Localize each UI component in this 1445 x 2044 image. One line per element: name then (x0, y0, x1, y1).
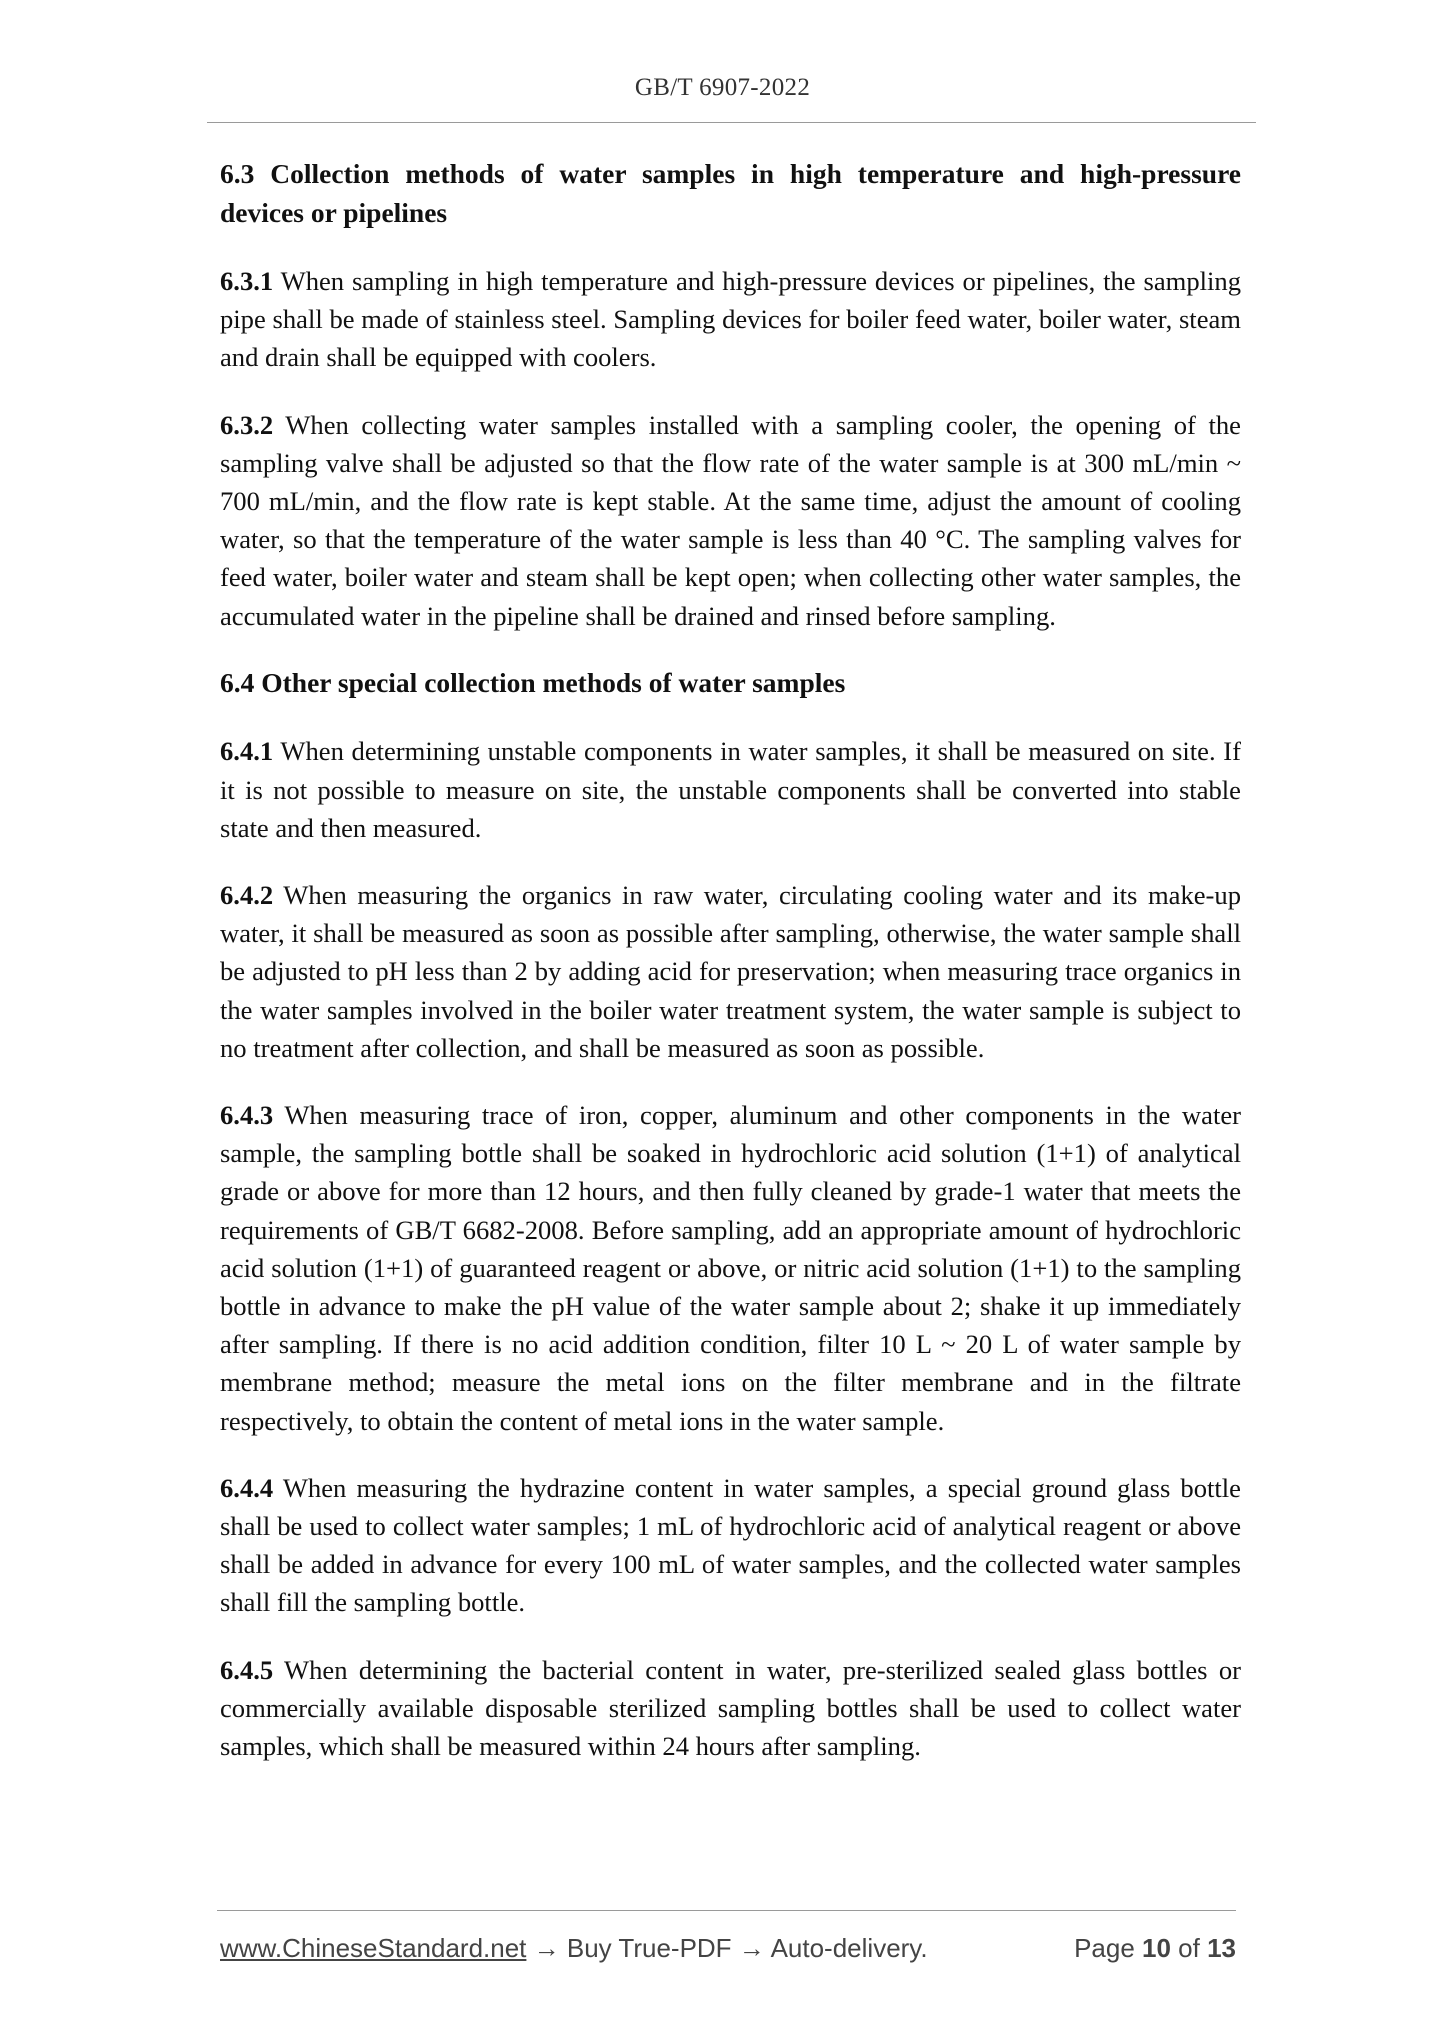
clause-text: When collecting water samples installed with a sampling cooler, the opening of the sampling valve shall be adjusted so that the flow rate of the water sample is at 300 mL/min ~ 700 mL/min, and the flow rate is kept stable. At the same time, adjust the amount of cooling water, so that the temperature of the water sample is less than 40 °C. The sampling valves for feed water, boiler water and steam shall be kept open; when collecting other water samples, the accumulated water in the pipeline shall be drained and rinsed before sampling. (220, 409, 1241, 631)
promo-text: → Buy True-PDF → Auto-delivery. (526, 1933, 928, 1963)
page-indicator (1074, 1933, 1236, 1964)
clause-6-4-5 (220, 1651, 1241, 1766)
of-label: of (1170, 1933, 1208, 1963)
section-heading-6-3: 6.3 Collection methods of water samples in high temperature and high-pressure devices or pipelines (220, 158, 1241, 228)
clause-6-4-1 (220, 732, 1241, 847)
page-label: Page (1074, 1933, 1143, 1963)
clause-number: 6.4.4 (220, 1472, 274, 1503)
document-body (220, 155, 1241, 1794)
clause-6-3-1 (220, 262, 1241, 377)
total-pages-number: 13 (1207, 1933, 1236, 1963)
clause-number: 6.4.1 (220, 736, 274, 767)
website-link[interactable]: www.ChineseStandard.net (220, 1933, 527, 1963)
header-divider (207, 122, 1256, 123)
footer-divider (217, 1910, 1236, 1911)
clause-6-3-2 (220, 406, 1241, 635)
clause-6-4-4 (220, 1469, 1241, 1622)
clause-text: When sampling in high temperature and high-pressure devices or pipelines, the sampling pipe shall be made of stainless steel. Sampling devices for boiler feed water, boiler water, steam and drain shall be equipped with coolers. (220, 266, 1241, 373)
clause-6-4-2 (220, 876, 1241, 1067)
clause-text: When determining unstable components in water samples, it shall be measured on site. If it is not possible to measure on site, the unstable components shall be converted into stable state and then measured. (220, 736, 1241, 843)
clause-number: 6.3.2 (220, 409, 274, 440)
clause-text: When measuring the hydrazine content in water samples, a special ground glass bottle shall be used to collect water samples; 1 mL of hydrochloric acid of analytical reagent or above shall be added in advance for every 100 mL of water samples, and the collected water samples shall fill the sampling bottle. (220, 1472, 1241, 1618)
page-header (0, 74, 1445, 102)
clause-text: When measuring the organics in raw water, circulating cooling water and its make-up water, it shall be measured as soon as possible after sampling, otherwise, the water sample shall be adjusted to pH less than 2 by adding acid for preservation; when measuring trace organics in the water samples involved in the boiler water treatment system, the water sample is subject to no treatment after collection, and shall be measured as soon as possible. (220, 879, 1241, 1063)
clause-text: When measuring trace of iron, copper, aluminum and other components in the water sample, the sampling bottle shall be soaked in hydrochloric acid solution (1+1) of analytical grade or above for more than 12 hours, and then fully cleaned by grade-1 water that meets the requirements of GB/T 6682-2008. Before sampling, add an appropriate amount of hydrochloric acid solution (1+1) of guaranteed reagent or above, or nitric acid solution (1+1) to the sampling bottle in advance to make the pH value of the water sample about 2; shake it up immediately after sampling. If there is no acid addition condition, filter 10 L ~ 20 L of water sample by membrane method; measure the metal ions on the filter membrane and in the filtrate respectively, to obtain the content of metal ions in the water sample. (220, 1099, 1241, 1436)
standard-code: GB/T 6907-2022 (634, 74, 811, 101)
clause-text: When determining the bacterial content in water, pre-sterilized sealed glass bottles or commercially available disposable sterilized sampling bottles shall be used to collect water samples, which shall be measured within 24 hours after sampling. (220, 1654, 1241, 1761)
clause-number: 6.3.1 (220, 266, 274, 296)
clause-number: 6.4.2 (220, 879, 274, 910)
footer-promo (220, 1933, 928, 1964)
page-footer (220, 1933, 1236, 1967)
clause-number: 6.4.3 (220, 1099, 274, 1130)
current-page-number: 10 (1142, 1933, 1171, 1963)
section-heading-6-4: 6.4 Other special collection methods of water samples (220, 666, 846, 698)
clause-number: 6.4.5 (220, 1654, 274, 1685)
clause-6-4-3 (220, 1096, 1241, 1440)
